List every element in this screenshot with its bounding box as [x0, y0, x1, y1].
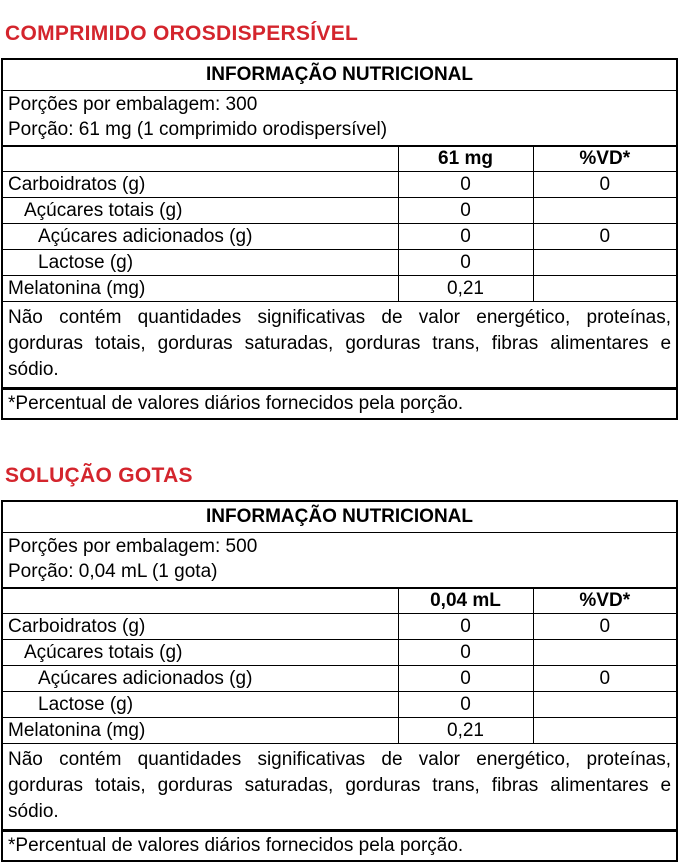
nutrition-table-gotas: [1, 500, 678, 862]
nutrient-amount: 0: [398, 666, 533, 692]
nutrient-label: Açúcares totais (g): [2, 640, 398, 666]
nutrient-label: Lactose (g): [2, 250, 398, 276]
servings-per-package: Porções por embalagem: 300: [8, 94, 258, 115]
nutrient-amount: 0: [398, 172, 533, 198]
serving-info: [2, 533, 677, 589]
table-title: INFORMAÇÃO NUTRICIONAL: [2, 501, 677, 533]
serving-info: [2, 91, 677, 147]
nutrient-amount: 0: [398, 198, 533, 224]
nutrient-label: Carboidratos (g): [2, 614, 398, 640]
nutrient-dv: [533, 640, 677, 666]
nutrient-label: Açúcares adicionados (g): [2, 666, 398, 692]
nutrient-dv: [533, 718, 677, 744]
amount-column-header: 0,04 mL: [398, 588, 533, 614]
portion-size: Porção: 0,04 mL (1 gota): [8, 561, 218, 582]
table-row: [2, 640, 677, 666]
nutrient-amount: 0: [398, 250, 533, 276]
table-title: INFORMAÇÃO NUTRICIONAL: [2, 59, 677, 91]
nutrient-amount: 0,21: [398, 718, 533, 744]
empty-header-cell: [2, 588, 398, 614]
nutrient-label: Açúcares totais (g): [2, 198, 398, 224]
nutrient-dv: 0: [533, 666, 677, 692]
amount-column-header: 61 mg: [398, 146, 533, 172]
nutrient-dv: [533, 198, 677, 224]
nutrient-amount: 0: [398, 640, 533, 666]
empty-header-cell: [2, 146, 398, 172]
daily-values-footnote: *Percentual de valores diários fornecidos pela porção.: [8, 393, 464, 414]
table-row: [2, 198, 677, 224]
nutrient-dv: 0: [533, 224, 677, 250]
section-heading-solucao-gotas: SOLUÇÃO GOTAS: [5, 464, 193, 487]
nutrient-dv: 0: [533, 614, 677, 640]
nutrient-dv: [533, 276, 677, 302]
nutrient-amount: 0: [398, 692, 533, 718]
insignificant-amounts-note: Não contém quantidades significativas de valor energético, proteínas, gorduras totais, gorduras saturadas, gorduras trans, fibras alimentares e sódio.: [2, 302, 677, 389]
portion-size: Porção: 61 mg (1 comprimido orodispersível): [8, 119, 388, 140]
daily-values-footnote: *Percentual de valores diários fornecidos pela porção.: [8, 835, 464, 856]
dv-column-header: %VD*: [533, 588, 677, 614]
nutrient-amount: 0: [398, 614, 533, 640]
insignificant-amounts-note: Não contém quantidades significativas de valor energético, proteínas, gorduras totais, gorduras saturadas, gorduras trans, fibras alimentares e sódio.: [2, 744, 677, 831]
section-heading-comprimido: COMPRIMIDO OROSDISPERSÍVEL: [5, 22, 359, 45]
nutrient-amount: 0: [398, 224, 533, 250]
table-row: [2, 172, 677, 198]
table-row: [2, 718, 677, 744]
table-row: [2, 614, 677, 640]
table-row: [2, 666, 677, 692]
nutrition-table-comprimido: [1, 58, 678, 420]
nutrient-dv: 0: [533, 172, 677, 198]
table-row: [2, 224, 677, 250]
table-row: [2, 276, 677, 302]
nutrient-label: Melatonina (mg): [2, 718, 398, 744]
nutrient-label: Melatonina (mg): [2, 276, 398, 302]
table-row: [2, 250, 677, 276]
nutrient-amount: 0,21: [398, 276, 533, 302]
table-row: [2, 692, 677, 718]
nutrient-dv: [533, 250, 677, 276]
nutrient-label: Lactose (g): [2, 692, 398, 718]
nutrient-label: Açúcares adicionados (g): [2, 224, 398, 250]
dv-column-header: %VD*: [533, 146, 677, 172]
servings-per-package: Porções por embalagem: 500: [8, 536, 258, 557]
nutrient-label: Carboidratos (g): [2, 172, 398, 198]
nutrient-dv: [533, 692, 677, 718]
